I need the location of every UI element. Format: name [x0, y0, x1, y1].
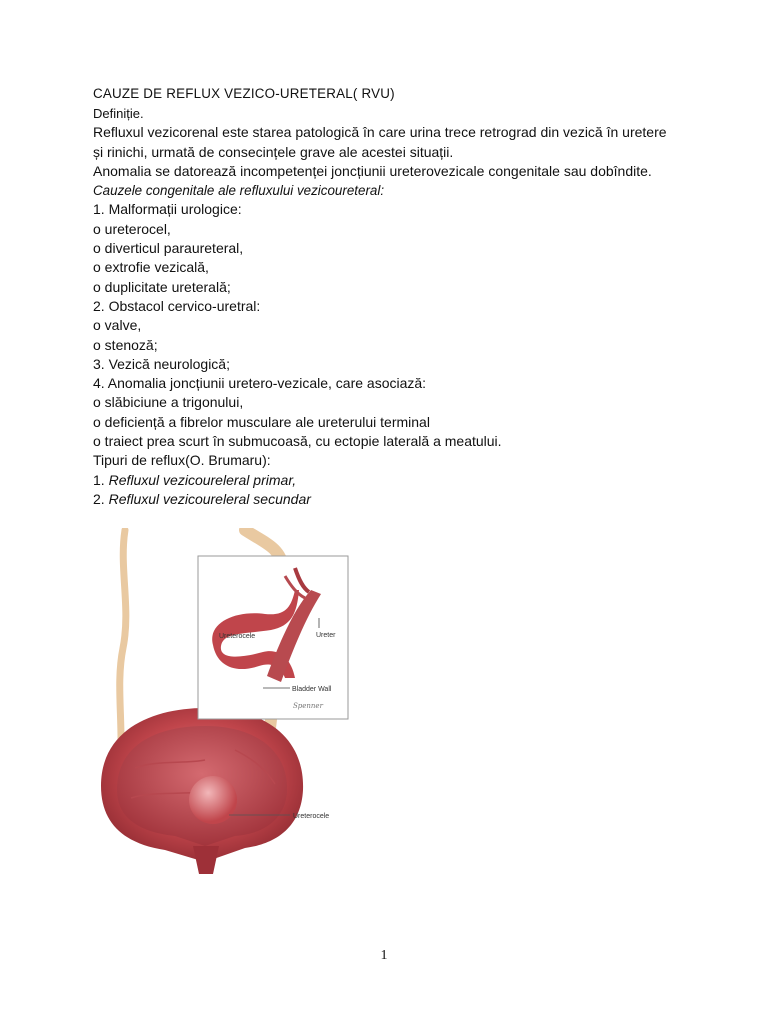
definition-heading: Definiție.: [93, 106, 144, 121]
list-item: o extrofie vezicală,: [93, 259, 209, 276]
reflux-type-number: 1.: [93, 471, 109, 488]
document-title: CAUZE DE REFLUX VEZICO-URETERAL( RVU): [93, 86, 395, 101]
bladder-wall-label: Bladder Wall: [292, 686, 332, 693]
ureterocele-illustration: [95, 528, 385, 878]
definition-paragraph-line-1: Refluxul vezicorenal este starea patologică în care urina trece retrograd din vezică în uretere: [93, 124, 667, 141]
congenital-causes-heading: Cauzele congenitale ale refluxului vezicoureteral:: [93, 183, 385, 199]
illustrator-signature: Spenner: [293, 702, 323, 710]
page-number: 1: [380, 948, 388, 963]
reflux-type-item: [93, 471, 693, 490]
list-item: 4. Anomalia joncțiunii uretero-vezicale, care asociază:: [93, 375, 427, 392]
ureter-label: Ureter: [316, 632, 336, 639]
reflux-type-label: Refluxul vezicoureleral secundar: [108, 490, 311, 507]
reflux-type-number: 2.: [93, 490, 109, 507]
ureterocele-main-label: Ureterocele: [293, 813, 330, 820]
reflux-types-heading: Tipuri de reflux(O. Brumaru):: [93, 452, 271, 469]
reflux-type-item: [93, 490, 693, 509]
reflux-type-label: Refluxul vezicoureleral primar,: [108, 471, 297, 488]
inset-ureterocele-label: Ureterocele: [219, 633, 256, 640]
list-item: o diverticul paraureteral,: [93, 240, 244, 257]
ureterocele-bulge: [189, 776, 237, 824]
list-item: o traiect prea scurt în submucoasă, cu ectopie laterală a meatului.: [93, 433, 502, 450]
list-item: 2. Obstacol cervico-uretral:: [93, 297, 261, 314]
urethra: [193, 846, 219, 874]
list-item: 3. Vezică neurologică;: [93, 355, 230, 372]
list-item: 1. Malformații urologice:: [93, 201, 242, 218]
list-item: o valve,: [93, 317, 142, 334]
list-item: o ureterocel,: [93, 220, 171, 237]
document-body: [93, 84, 693, 509]
list-item: o duplicitate ureterală;: [93, 278, 231, 295]
list-item: o deficiență a fibrelor musculare ale ureterului terminal: [93, 413, 430, 430]
anomaly-paragraph: Anomalia se datorează incompetenței joncțiunii ureterovezicale congenitale sau dobîndite.: [93, 162, 652, 179]
list-item: o stenoză;: [93, 336, 158, 353]
definition-paragraph-line-2: și rinichi, urmată de consecințele grave ale acestei situații.: [93, 143, 454, 160]
list-item: o slăbiciune a trigonului,: [93, 394, 244, 411]
